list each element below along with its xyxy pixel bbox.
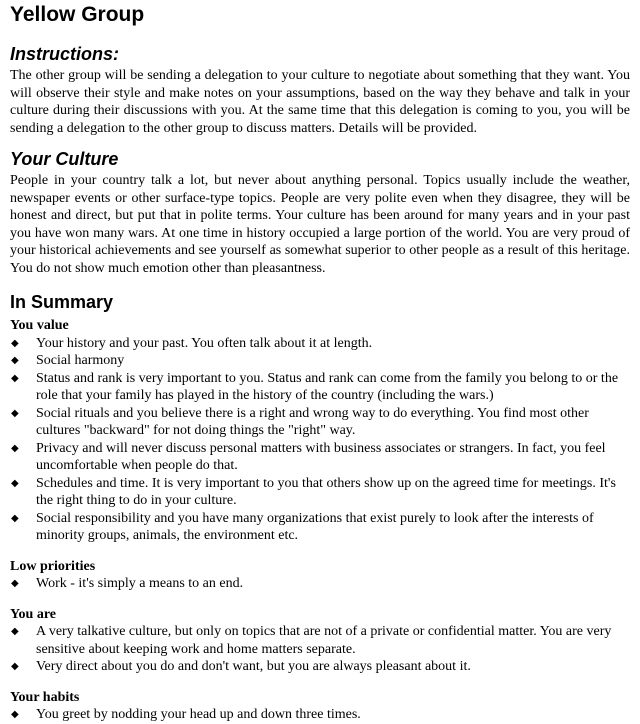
bullet-icon: ◆: [11, 355, 19, 366]
list-item: [10, 658, 630, 676]
list-item-text: Social responsibility and you have many organizations that exist purely to look after the interests of minority groups, animals, the environment etc.: [36, 510, 594, 543]
you-value-list: [10, 335, 630, 545]
instructions-heading: Instructions:: [10, 44, 120, 64]
low-priorities-label: Low priorities: [10, 558, 96, 574]
bullet-icon: ◆: [11, 512, 19, 524]
list-item-text: Your history and your past. You often talk about it at length.: [36, 335, 373, 351]
list-item: [10, 475, 630, 510]
you-are-list: [10, 623, 630, 676]
bullet-icon: ◆: [11, 626, 19, 637]
your-habits-list: [10, 706, 630, 724]
page-title: Yellow Group: [10, 3, 145, 26]
bullet-icon: ◆: [11, 337, 19, 349]
bullet-icon: ◆: [11, 477, 19, 489]
list-item: [10, 510, 630, 545]
list-item: [10, 440, 630, 475]
summary-heading: In Summary: [10, 292, 114, 312]
list-item-text: Schedules and time. It is very important to you that others show up on the agreed time for meetings. It's the right thing to do in your culture.: [36, 475, 616, 508]
list-item: [10, 623, 630, 658]
bullet-icon: ◆: [11, 372, 19, 384]
bullet-icon: ◆: [11, 709, 19, 720]
you-are-label: You are: [10, 606, 57, 622]
bullet-icon: ◆: [11, 661, 19, 672]
list-item-text: Social harmony: [36, 353, 125, 368]
bullet-icon: ◆: [11, 407, 19, 419]
list-item: [10, 405, 630, 440]
bullet-icon: ◆: [11, 442, 19, 454]
list-item: [10, 706, 630, 724]
list-item-text: Work - it's simply a means to an end.: [36, 576, 244, 591]
your-habits-label: Your habits: [10, 689, 80, 705]
list-item: [10, 335, 630, 353]
list-item-text: Privacy and will never discuss personal matters with business associates or strangers. In fact, you feel uncomfortable when people do that.: [36, 440, 606, 473]
you-value-label: You value: [10, 318, 69, 333]
culture-text: People in your country talk a lot, but never about anything personal. Topics usually include the weather, newspaper events or other surface-type topics. People are very polite even when they disagree, they will be honest and direct, but put that in polite terms. Your culture has been around for many years and in your past you have won many wars. At one time in history occupied a large portion of the world. You are very proud of your historical achievements and see yourself as somewhat superior to other people as a result of this heritage. You do not show much emotion other than pleasantness.: [10, 173, 630, 276]
list-item-text: Status and rank is very important to you. Status and rank can come from the family you belong to or the role that your family has played in the history of the country (including the wars.): [36, 370, 619, 403]
list-item-text: A very talkative culture, but only on topics that are not of a private or confidential matter. You are very sensitive about keeping work and home matters separate.: [36, 624, 612, 657]
instructions-text: The other group will be sending a delegation to your culture to negotiate about something that they want. You will observe their style and make notes on your assumptions, based on the way they behave and talk in your culture during their discussions with you. At the same time that this delegation is coming to you, you will be sending a delegation to the other group to discuss matters. Details will be provided.: [10, 68, 630, 136]
culture-heading: Your Culture: [10, 149, 119, 169]
list-item: [10, 352, 630, 370]
list-item: [10, 370, 630, 405]
list-item: [10, 575, 630, 593]
low-priorities-list: [10, 575, 630, 593]
list-item-text: You greet by nodding your head up and down three times.: [36, 707, 361, 722]
bullet-icon: ◆: [11, 578, 19, 589]
list-item-text: Very direct about you do and don't want, but you are always pleasant about it.: [36, 659, 471, 674]
list-item-text: Social rituals and you believe there is a right and wrong way to do everything. You find most other cultures "backward" for not doing things the "right" way.: [36, 405, 589, 438]
